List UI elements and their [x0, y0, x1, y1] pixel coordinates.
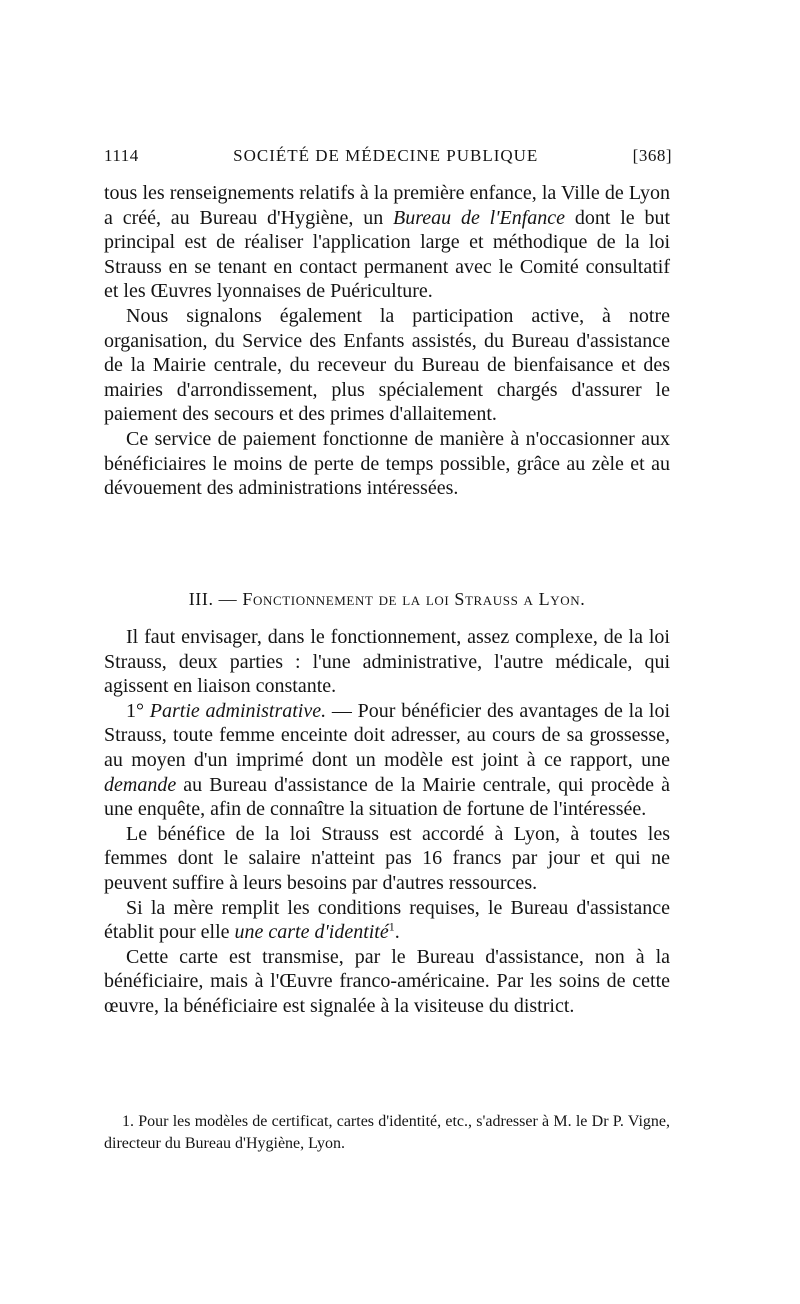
paragraph [104, 896, 670, 945]
section-title-text: Fonctionnement de la loi Strauss a Lyon. [242, 589, 586, 609]
body-block-1 [104, 181, 670, 501]
footnote [104, 1111, 670, 1155]
italic-run: Partie administrative. [149, 699, 327, 722]
section-number: III. — [188, 589, 238, 609]
text-run: Pour les modèles de certificat, cartes d'identité, etc., s'adresser à M. le Dr P. Vigne, directeur du Bureau d'Hygiène, Lyon. [104, 1113, 670, 1152]
footnote-text [104, 1111, 670, 1155]
bracket-number: [368] [632, 146, 672, 165]
paragraph: Le bénéfice de la loi Strauss est accordé à Lyon, à toutes les femmes dont le salaire n'atteint pas 16 francs par jour et qui ne peuvent suffire à leurs besoins par d'autres ressources. [104, 822, 670, 894]
footnote-marker: 1. [122, 1113, 134, 1130]
italic-run: une carte d'identité [234, 921, 389, 944]
body-block-2 [104, 625, 670, 1019]
paragraph [104, 699, 670, 822]
page-number: 1114 [104, 146, 139, 165]
text-run: dont le but principal est de réaliser l'application large et méthodique de la loi Strauss en se tenant en contact permanent avec le Comité consultatif et les Œuvres lyonnaises de Puériculture. [104, 206, 671, 303]
footnote-ref: 1 [388, 919, 395, 934]
paragraph [104, 181, 670, 304]
text-run: 1° [126, 699, 144, 722]
paragraph: Cette carte est transmise, par le Bureau d'assistance, non à la bénéficiaire, mais à l'Œuvre franco-américaine. Par les soins de cette œuvre, la bénéficiaire est signalée à la visiteuse du district. [104, 945, 670, 1017]
section-heading [104, 589, 670, 610]
italic-run: Bureau de l'Enfance [393, 206, 566, 229]
text-run: au Bureau d'assistance de la Mairie centrale, qui procède à une enquête, afin de connaître la situation de fortune de l'intéressée. [104, 773, 670, 821]
text-run: Si la mère remplit les conditions requises, le Bureau d'assistance établit pour elle [104, 896, 670, 944]
paragraph: Il faut envisager, dans le fonctionnement, assez complexe, de la loi Strauss, deux parties : l'une administrative, l'autre médicale, qui agissent en liaison constante. [104, 626, 670, 698]
text-run: tous les renseignements relatifs à la première enfance, la Ville de Lyon a créé, au Bureau d'Hygiène, un [104, 182, 670, 229]
text-run: — Pour bénéficier des avantages de la loi Strauss, toute femme enceinte doit adresser, au cours de sa grossesse, au moyen d'un imprimé dont un modèle est joint à ce rapport, une [104, 699, 671, 771]
paragraph: Ce service de paiement fonctionne de manière à n'occasionner aux bénéficiaires le moins de perte de temps possible, grâce au zèle et au dévouement des administrations intéressées. [104, 427, 670, 500]
paragraph: Nous signalons également la participation active, à notre organisation, du Service des Enfants assistés, du Bureau d'assistance de la Mairie centrale, du receveur du Bureau de bienfaisance et des mairies d'arrondissement, plus spécialement chargés d'assurer le paiement des secours et des primes d'allaitement. [104, 304, 670, 426]
running-header [104, 146, 672, 166]
text-run: . [394, 921, 400, 944]
italic-run: demande [104, 773, 177, 796]
running-title: SOCIÉTÉ DE MÉDECINE PUBLIQUE [233, 146, 539, 165]
